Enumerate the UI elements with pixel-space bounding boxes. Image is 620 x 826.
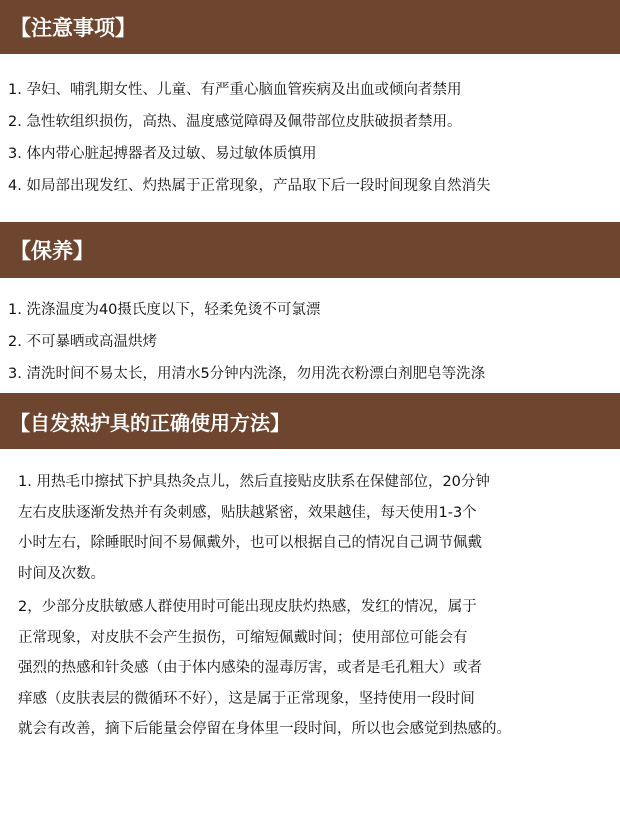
list-item: 4. 如局部出现发红、灼热属于正常现象，产品取下后一段时间现象自然消失 [8, 178, 491, 194]
list-item: 3. 体内带心脏起搏器者及过敏、易过敏体质慎用 [8, 146, 317, 162]
usage-line: 正常现象，对皮肤不会产生损伤，可缩短佩戴时间；使用部位可能会有 [18, 629, 468, 646]
precautions-header [0, 0, 620, 54]
usage-instructions [18, 467, 618, 745]
precautions-list [8, 74, 614, 202]
usage-line: 就会有改善，摘下后能量会停留在身体里一段时间，所以也会感觉到热感的。 [18, 721, 511, 737]
list-item: 2. 急性软组织损伤，高热、温度感觉障碍及佩带部位皮肤破损者禁用。 [8, 114, 462, 130]
usage-line: 小时左右，除睡眠时间不易佩戴外，也可以根据自己的情况自己调节佩戴 [18, 535, 482, 551]
list-item: 2. 不可暴晒或高温烘烤 [8, 334, 157, 350]
usage-header [0, 393, 620, 449]
list-item: 1. 洗涤温度为40摄氏度以下，轻柔免烫不可氯漂 [8, 302, 321, 318]
list-item: 1. 孕妇、哺乳期女性、儿童、有严重心脑血管疾病及出血或倾向者禁用 [8, 82, 462, 98]
list-item: 3. 清洗时间不易太长，用清水5分钟内洗涤，勿用洗衣粉漂白剂肥皂等洗涤 [8, 366, 486, 382]
usage-line: 左右皮肤逐渐发热并有灸刺感，贴肤越紧密，效果越佳，每天使用1-3个 [18, 504, 477, 521]
usage-line: 2，少部分皮肤敏感人群使用时可能出现皮肤灼热感，发红的情况，属于 [18, 599, 477, 615]
care-header [0, 222, 620, 278]
precautions-title: 【注意事项】 [10, 16, 136, 40]
usage-line: 时间及次数。 [18, 565, 105, 582]
care-list [8, 294, 614, 390]
usage-line: 1. 用热毛巾擦拭下护具热灸点儿，然后直接贴皮肤系在保健部位，20分钟 [18, 474, 490, 490]
usage-line: 强烈的热感和针灸感（由于体内感染的湿毒厉害，或者是毛孔粗大）或者 [18, 660, 482, 676]
usage-line: 痒感（皮肤表层的微循环不好），这是属于正常现象，坚持使用一段时间 [18, 690, 475, 707]
care-title: 【保养】 [10, 239, 94, 263]
usage-title: 【自发热护具的正确使用方法】 [10, 410, 290, 435]
